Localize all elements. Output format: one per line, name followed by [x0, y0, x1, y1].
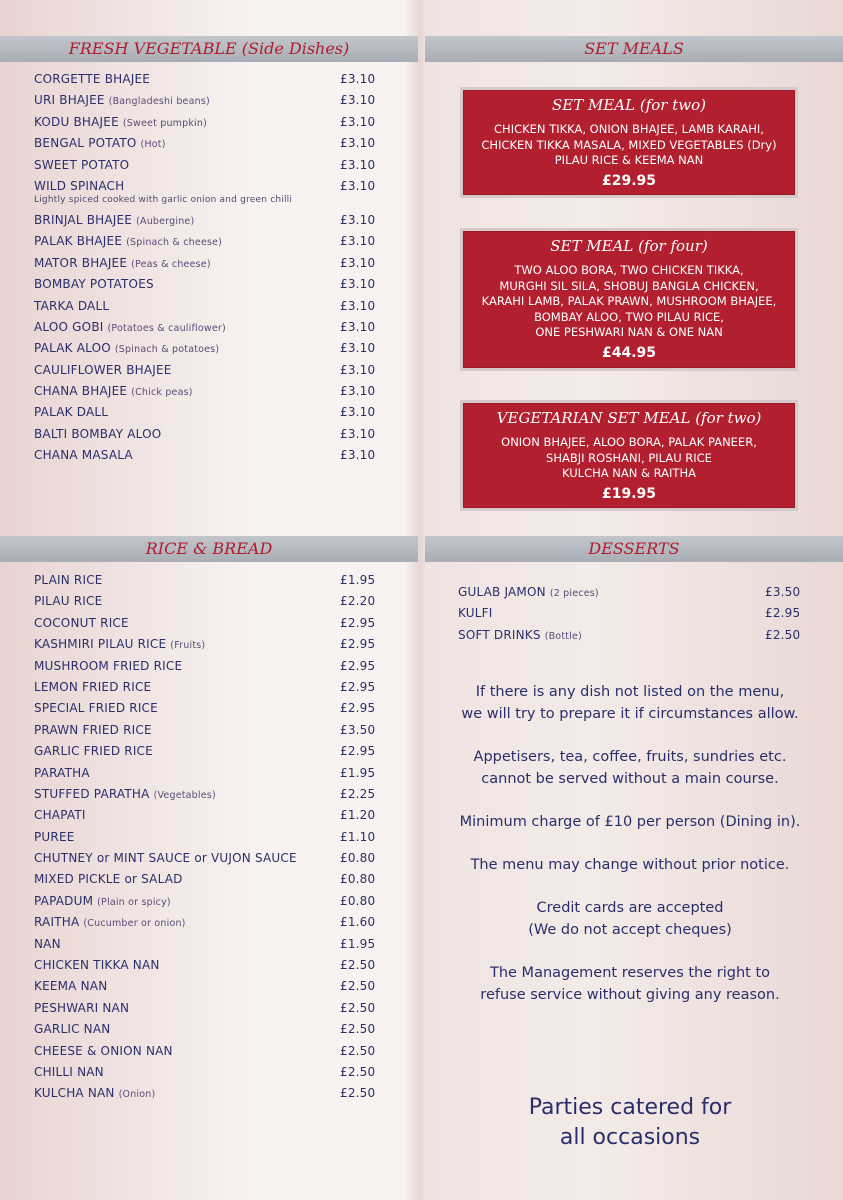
item-price: £2.95 [765, 606, 801, 621]
item-name [34, 1086, 155, 1100]
item-title: CHEESE & ONION NAN [34, 1043, 173, 1058]
info-paragraph [430, 854, 830, 876]
item-price: £3.10 [340, 298, 376, 313]
menu-item [34, 90, 379, 111]
item-title: STUFFED PARATHA [34, 786, 150, 801]
item-price: £2.50 [765, 627, 801, 642]
item-title: GARLIC NAN [34, 1022, 111, 1037]
item-price: £1.10 [340, 829, 376, 844]
info-line: If there is any dish not listed on the menu, [475, 684, 785, 700]
item-price: £2.50 [340, 1043, 376, 1058]
info-line: Credit cards are accepted [536, 900, 724, 916]
item-title: SWEET POTATO [34, 157, 130, 172]
menu-item [34, 848, 379, 869]
menu-item [34, 763, 379, 784]
menu-item [34, 720, 379, 741]
menu-item [34, 591, 379, 612]
menu-item [34, 869, 379, 890]
item-name [34, 136, 166, 150]
item-name [34, 341, 219, 355]
menu-item [34, 402, 379, 423]
item-name [34, 937, 61, 951]
rice-list [34, 570, 379, 1105]
item-name [34, 256, 211, 270]
dessert-list [458, 582, 801, 646]
set-meal-line: ONE PESHWARI NAN & ONE NAN [535, 325, 723, 340]
set-meal-line: MURGHI SIL SILA, SHOBUJ BANGLA CHICKEN, [499, 278, 759, 293]
item-title: GARLIC FRIED RICE [34, 744, 153, 759]
menu-item [34, 360, 379, 381]
item-title: PALAK DALL [34, 405, 109, 420]
item-price: £0.80 [340, 851, 376, 866]
set-meal-four [460, 228, 798, 371]
menu-item [34, 934, 379, 955]
item-title: CHILLI NAN [34, 1064, 104, 1079]
item-title: BRINJAL BHAJEE [34, 212, 133, 227]
set-meal-line: CHICKEN TIKKA MASALA, MIXED VEGETABLES (Dry) [481, 137, 777, 152]
item-price: £2.20 [340, 594, 376, 609]
set-meal-title: SET MEAL (for two) [552, 96, 706, 114]
menu-item [34, 274, 379, 295]
menu-item [34, 210, 379, 231]
item-price: £3.10 [340, 72, 376, 86]
item-name [34, 573, 103, 587]
item-price: £1.60 [340, 915, 376, 930]
item-price: £0.80 [340, 893, 376, 908]
item-name [34, 1044, 173, 1058]
item-price: £2.25 [340, 786, 376, 801]
menu-item [34, 998, 379, 1019]
menu-item [34, 133, 379, 154]
menu-item [34, 381, 379, 402]
menu-item [34, 741, 379, 762]
info-line: (We do not accept cheques) [528, 922, 732, 938]
item-title: PALAK BHAJEE [34, 234, 123, 249]
item-name [34, 72, 150, 86]
item-title: KULFI [458, 606, 493, 621]
item-name [34, 213, 194, 227]
item-name [34, 405, 108, 419]
item-title: KULCHA NAN [34, 1086, 115, 1101]
info-line: The menu may change without prior notice. [470, 857, 790, 873]
item-price: £3.10 [340, 362, 376, 377]
item-name [34, 701, 158, 715]
item-title: RAITHA [34, 915, 80, 930]
item-title: LEMON FRIED RICE [34, 679, 152, 694]
set-meal-title: SET MEAL (for four) [550, 237, 708, 255]
menu-item [34, 1062, 379, 1083]
set-meal-line: KARAHI LAMB, PALAK PRAWN, MUSHROOM BHAJEE, [481, 294, 777, 309]
item-title: TARKA DALL [34, 298, 110, 313]
info-paragraph [430, 746, 830, 790]
menu-item [34, 176, 379, 210]
menu-item [458, 625, 801, 646]
item-name [34, 1022, 110, 1036]
item-price: £3.10 [340, 178, 376, 193]
item-title: KODU BHAJEE [34, 114, 119, 129]
item-price: £3.10 [340, 384, 376, 399]
item-price: £2.95 [340, 658, 376, 673]
item-price: £2.95 [340, 679, 376, 694]
set-meal-two [460, 87, 798, 198]
menu-item [34, 634, 379, 655]
item-price: £3.50 [340, 722, 376, 737]
menu-item [34, 1019, 379, 1040]
item-price: £2.50 [340, 1000, 376, 1015]
item-price: £3.10 [340, 234, 376, 249]
menu-item [34, 613, 379, 634]
item-price: £2.95 [340, 615, 376, 630]
item-name [34, 1001, 129, 1015]
item-title: CHAPATI [34, 808, 86, 823]
item-title: COCONUT RICE [34, 615, 129, 630]
item-name [34, 830, 75, 844]
item-title: PRAWN FRIED RICE [34, 722, 152, 737]
menu-item [34, 827, 379, 848]
info-notes [430, 681, 830, 1027]
item-price: £2.50 [340, 1064, 376, 1079]
item-note: (Chick peas) [131, 387, 193, 399]
set-meal-items [463, 122, 795, 169]
item-note: (Spinach & cheese) [126, 237, 223, 249]
menu-item [34, 155, 379, 176]
set-meal-line: SHABJI ROSHANI, PILAU RICE [546, 450, 712, 465]
item-title: BOMBAY POTATOES [34, 277, 154, 292]
info-line: The Management reserves the right to [489, 965, 770, 981]
menu-item [34, 445, 379, 466]
item-name [458, 585, 599, 599]
parties-line: Parties catered for [528, 1095, 732, 1120]
item-name [34, 115, 207, 129]
item-price: £3.10 [340, 157, 376, 172]
set-meal-line: PILAU RICE & KEEMA NAN [554, 153, 704, 168]
item-name [34, 384, 193, 398]
item-price: £3.10 [340, 136, 376, 151]
item-name [34, 766, 90, 780]
menu-item [34, 570, 379, 591]
menu-item [34, 656, 379, 677]
item-name [34, 427, 161, 441]
item-name [34, 616, 129, 630]
item-title: CHUTNEY or MINT SAUCE or VUJON SAUCE [34, 851, 297, 866]
item-title: CHICKEN TIKKA NAN [34, 958, 160, 973]
info-line: cannot be served without a main course. [481, 771, 779, 787]
veg-list [34, 69, 379, 467]
set-meal-line: KULCHA NAN & RAITHA [562, 466, 696, 481]
item-name [34, 787, 216, 801]
info-line: Minimum charge of £10 per person (Dining in). [459, 814, 801, 830]
set-meal-line: BOMBAY ALOO, TWO PILAU RICE, [534, 309, 724, 324]
menu-item [34, 784, 379, 805]
rice-header: RICE & BREAD [0, 536, 418, 562]
parties-catered [430, 1093, 830, 1153]
menu-item [34, 112, 379, 133]
item-description: Lightly spiced cooked with garlic onion and green chilli [34, 194, 293, 205]
item-note: (Fruits) [170, 640, 206, 652]
item-price: £3.10 [340, 212, 376, 227]
item-price: £2.50 [340, 1022, 376, 1037]
item-name [34, 277, 154, 291]
item-price: £1.95 [340, 573, 376, 587]
set-meal-price: £44.95 [601, 344, 657, 361]
set-meal-price: £29.95 [601, 172, 657, 189]
item-title: PESHWARI NAN [34, 1000, 130, 1015]
item-note: (Peas & cheese) [131, 258, 211, 270]
item-name [34, 894, 171, 908]
item-name [34, 637, 205, 651]
item-name [34, 915, 186, 929]
item-title: PARATHA [34, 765, 90, 780]
item-title: CAULIFLOWER BHAJEE [34, 362, 172, 377]
menu-item [34, 231, 379, 252]
menu-item [34, 317, 379, 338]
set-meal-line: ONION BHAJEE, ALOO BORA, PALAK PANEER, [501, 435, 757, 449]
item-price: £2.95 [340, 701, 376, 716]
item-title: KASHMIRI PILAU RICE [34, 637, 167, 652]
menu-item [34, 296, 379, 317]
item-name [34, 744, 153, 758]
set-meal-vegetarian [460, 400, 798, 511]
item-note: (Cucumber or onion) [83, 918, 186, 930]
item-price: £3.10 [340, 405, 376, 420]
item-name [458, 606, 492, 620]
item-title: CHANA BHAJEE [34, 384, 128, 399]
item-note: (Onion) [118, 1089, 156, 1101]
item-title: PALAK ALOO [34, 341, 111, 356]
item-title: CHANA MASALA [34, 448, 133, 463]
item-title: GULAB JAMON [458, 585, 546, 599]
item-title: KEEMA NAN [34, 979, 108, 994]
menu-item [34, 253, 379, 274]
item-note: (Vegetables) [153, 789, 216, 801]
item-name [34, 958, 160, 972]
menu-item [34, 69, 379, 90]
menu-item [34, 338, 379, 359]
item-price: £3.50 [765, 585, 801, 599]
item-note: (Bangladeshi beans) [108, 96, 210, 108]
item-price: £3.10 [340, 277, 376, 292]
set-meal-price: £19.95 [601, 485, 657, 502]
item-price: £2.95 [340, 744, 376, 759]
item-name [34, 808, 86, 822]
item-title: PUREE [34, 829, 75, 844]
item-title: MATOR BHAJEE [34, 255, 128, 270]
set-meal-items [463, 435, 795, 482]
item-price: £2.50 [340, 1086, 376, 1101]
item-note: (Plain or spicy) [97, 896, 171, 908]
menu-item [34, 1083, 379, 1104]
item-title: URI BHAJEE [34, 93, 105, 108]
item-note: (Spinach & potatoes) [114, 344, 220, 356]
item-price: £1.95 [340, 765, 376, 780]
item-price: £3.10 [340, 448, 376, 463]
item-price: £3.10 [340, 341, 376, 356]
item-price: £2.50 [340, 958, 376, 973]
item-note: (Potatoes & cauliflower) [107, 322, 226, 334]
info-paragraph [430, 681, 830, 725]
item-note: (Aubergine) [136, 215, 195, 227]
set-meal-title: VEGETARIAN SET MEAL (for two) [496, 409, 762, 427]
item-title: SOFT DRINKS [458, 627, 541, 642]
menu-item [34, 698, 379, 719]
item-price: £2.50 [340, 979, 376, 994]
item-name [34, 448, 133, 462]
info-paragraph [430, 811, 830, 833]
item-price: £2.95 [340, 637, 376, 652]
item-name [34, 851, 297, 865]
item-price: £3.10 [340, 426, 376, 441]
item-title: BENGAL POTATO [34, 136, 137, 151]
info-line: we will try to prepare it if circumstances allow. [461, 706, 799, 722]
item-price: £3.10 [340, 255, 376, 270]
set-meal-line: TWO ALOO BORA, TWO CHICKEN TIKKA, [514, 263, 744, 277]
item-name [34, 93, 210, 107]
item-name [458, 628, 582, 642]
item-title: BALTI BOMBAY ALOO [34, 426, 162, 441]
item-title: PILAU RICE [34, 594, 103, 609]
item-title: WILD SPINACH [34, 178, 125, 193]
item-note: (Sweet pumpkin) [122, 117, 208, 129]
item-note: (Bottle) [544, 630, 582, 642]
item-note: (Hot) [140, 139, 166, 151]
item-name [34, 320, 226, 334]
item-price: £3.10 [340, 319, 376, 334]
menu-item [34, 805, 379, 826]
item-title: PAPADUM [34, 893, 94, 908]
menu-item [34, 912, 379, 933]
info-line: refuse service without giving any reason. [480, 987, 780, 1003]
item-name [34, 363, 172, 377]
item-name [34, 299, 109, 313]
menu-item [34, 1041, 379, 1062]
item-name [34, 872, 183, 886]
item-name [34, 234, 222, 248]
item-title: SPECIAL FRIED RICE [34, 701, 158, 716]
item-title: CORGETTE BHAJEE [34, 72, 151, 86]
item-name [34, 594, 102, 608]
menu-item [34, 424, 379, 445]
item-title: PLAIN RICE [34, 573, 103, 587]
info-paragraph [430, 962, 830, 1006]
set-meals-header: SET MEALS [425, 36, 843, 62]
menu-item [458, 582, 801, 603]
item-name [34, 680, 151, 694]
item-name [34, 158, 129, 172]
info-line: Appetisers, tea, coffee, fruits, sundries etc. [473, 749, 787, 765]
info-paragraph [430, 897, 830, 941]
item-title: ALOO GOBI [34, 319, 104, 334]
item-name [34, 659, 182, 673]
item-price: £0.80 [340, 872, 376, 887]
item-name [34, 979, 107, 993]
menu-item [34, 976, 379, 997]
item-price: £3.10 [340, 114, 376, 129]
veg-header: FRESH VEGETABLE (Side Dishes) [0, 36, 418, 62]
item-title: NAN [34, 936, 61, 951]
item-name [34, 723, 152, 737]
item-price: £1.95 [340, 936, 376, 951]
parties-line: all occasions [559, 1125, 701, 1150]
menu-item [34, 955, 379, 976]
set-meal-items [463, 263, 795, 341]
menu-item [34, 891, 379, 912]
menu-item [458, 603, 801, 624]
item-price: £1.20 [340, 808, 376, 823]
item-price: £3.10 [340, 93, 376, 108]
desserts-header: DESSERTS [425, 536, 843, 562]
item-name [34, 1065, 104, 1079]
item-title: MUSHROOM FRIED RICE [34, 658, 183, 673]
item-note: (2 pieces) [549, 588, 599, 599]
item-title: MIXED PICKLE or SALAD [34, 872, 183, 887]
set-meal-line: CHICKEN TIKKA, ONION BHAJEE, LAMB KARAHI, [494, 122, 764, 136]
menu-item [34, 677, 379, 698]
item-name [34, 179, 124, 193]
